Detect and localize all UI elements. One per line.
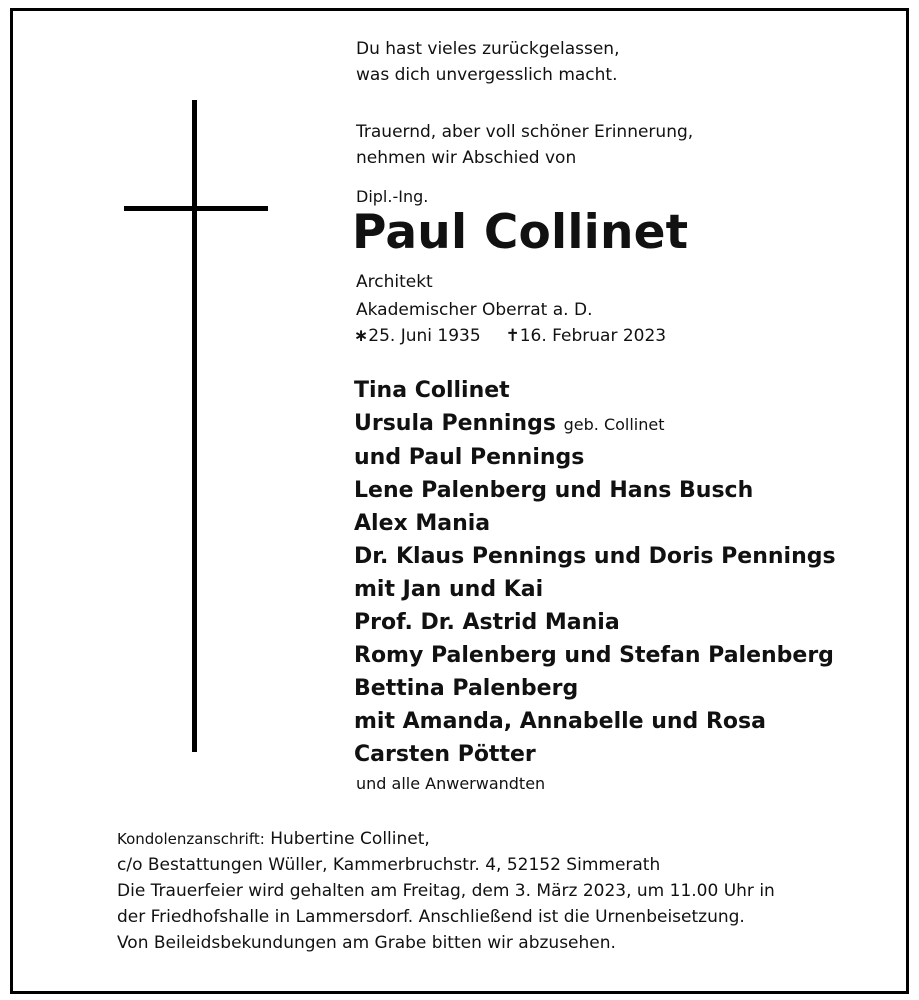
death-date: 16. Februar 2023: [519, 326, 667, 346]
death-cross-icon: ✝: [505, 326, 520, 346]
family-member: Ursula Pennings geb. Collinet: [354, 411, 665, 436]
family-member: mit Jan und Kai: [354, 577, 544, 602]
family-member: Dr. Klaus Pennings und Doris Pennings: [354, 544, 836, 569]
family-member: Carsten Pötter: [354, 742, 536, 767]
family-member: Romy Palenberg und Stefan Palenberg: [354, 643, 834, 668]
family-member: Lene Palenberg und Hans Busch: [354, 478, 754, 503]
service-line-1: Die Trauerfeier wird gehalten am Freitag, dem 3. März 2023, um 11.00 Uhr in: [117, 881, 775, 901]
life-dates: [354, 326, 666, 346]
cross-icon: [192, 100, 197, 752]
position: Akademischer Oberrat a. D.: [356, 300, 593, 320]
footer-notice: [117, 826, 775, 956]
verse-line-3: Trauernd, aber voll schöner Erinnerung,: [356, 122, 694, 142]
verse-line-4: nehmen wir Abschied von: [356, 148, 577, 168]
cross-icon-bar: [124, 206, 268, 211]
academic-title: Dipl.-Ing.: [356, 187, 429, 206]
verse-line-1: Du hast vieles zurückgelassen,: [356, 39, 620, 59]
service-line-3: Von Beileidsbekundungen am Grabe bitten wir abzusehen.: [117, 933, 616, 953]
service-line-2: der Friedhofshalle in Lammersdorf. Anschließend ist die Urnenbeisetzung.: [117, 907, 745, 927]
family-list: [354, 374, 836, 771]
family-member: Tina Collinet: [354, 378, 510, 403]
condolence-label: Kondolenzanschrift:: [117, 830, 265, 848]
family-member: mit Amanda, Annabelle und Rosa: [354, 709, 766, 734]
profession: Architekt: [356, 272, 433, 292]
family-member: Alex Mania: [354, 511, 491, 536]
maiden-name: geb. Collinet: [563, 415, 665, 434]
condolence-name: Hubertine Collinet,: [270, 829, 430, 849]
birth-date: 25. Juni 1935: [368, 326, 481, 346]
deceased-name: Paul Collinet: [352, 205, 689, 260]
family-member: und Paul Pennings: [354, 445, 585, 470]
family-member: Prof. Dr. Astrid Mania: [354, 610, 620, 635]
birth-star-icon: ∗: [354, 326, 369, 346]
family-member: Bettina Palenberg: [354, 676, 579, 701]
condolence-address: c/o Bestattungen Wüller, Kammerbruchstr. 4, 52152 Simmerath: [117, 855, 661, 875]
verse-line-2: was dich unvergesslich macht.: [356, 65, 618, 85]
relatives-note: und alle Anwerwandten: [356, 774, 546, 793]
